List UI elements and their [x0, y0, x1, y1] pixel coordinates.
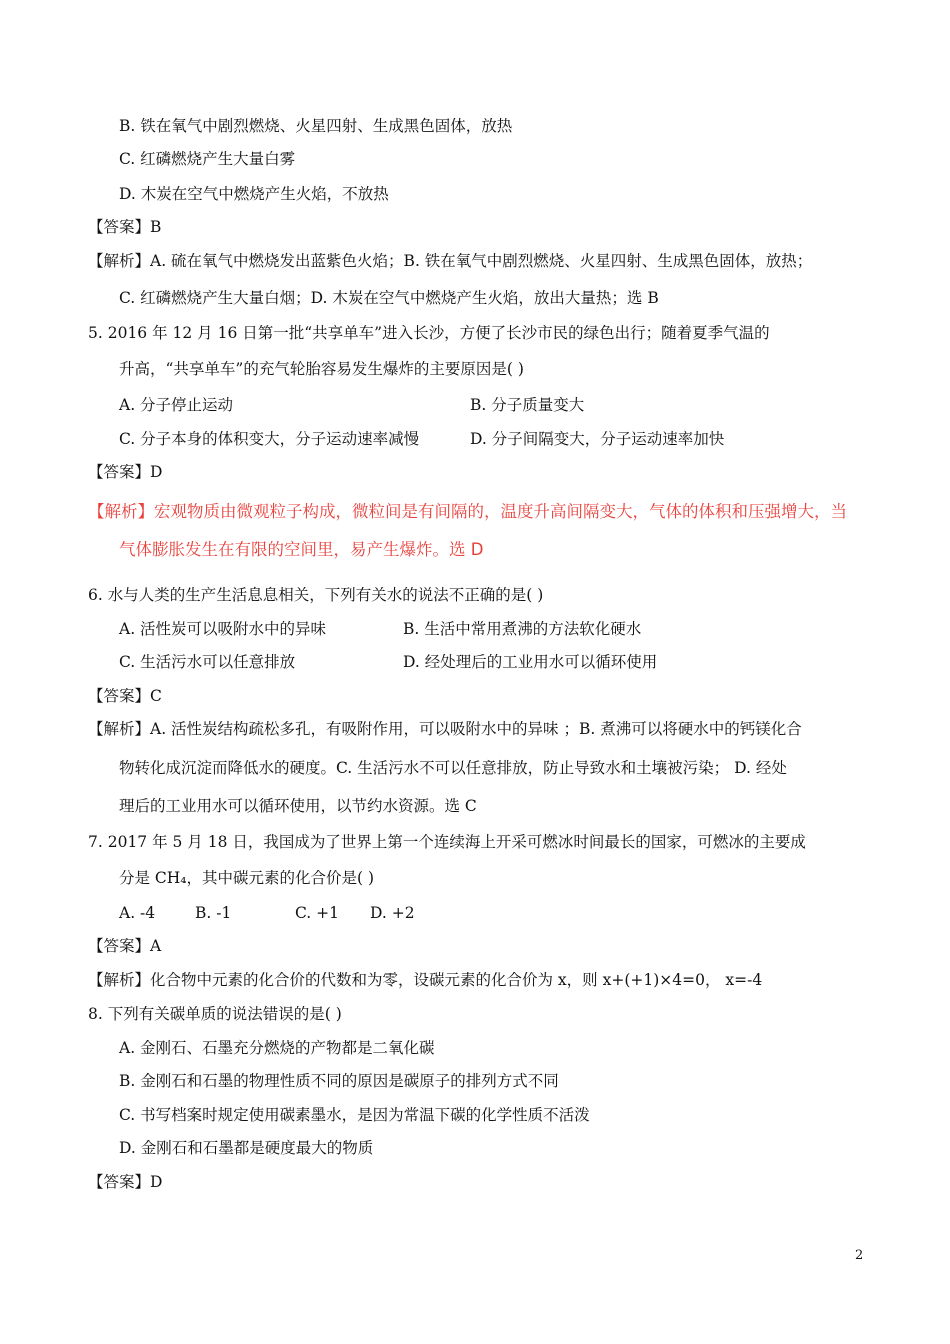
q5-option-d: D. 分子间隔变大，分子运动速率加快	[470, 430, 725, 448]
analysis-4-cont: C. 红磷燃烧产生大量白烟；D. 木炭在空气中燃烧产生火焰，放出大量热；选 B	[119, 289, 659, 307]
q5-option-a: A. 分子停止运动	[119, 396, 234, 414]
analysis-4: 【解析】A. 硫在氧气中燃烧发出蓝紫色火焰；B. 铁在氧气中剧烈燃烧、火星四射、生成黑色固体，放热；	[88, 252, 813, 270]
q6-option-c: C. 生活污水可以任意排放	[119, 653, 296, 671]
q7-option-c: C. +1	[295, 904, 340, 922]
q8-option-c: C. 书写档案时规定使用碳素墨水，是因为常温下碳的化学性质不活泼	[119, 1106, 590, 1124]
q6-option-b: B. 生活中常用煮沸的方法软化硬水	[403, 620, 642, 638]
answer-5: 【答案】D	[88, 463, 163, 481]
analysis-6-cont: 物转化成沉淀而降低水的硬度。C. 生活污水不可以任意排放，防止导致水和土壤被污染； D. 经处	[119, 759, 787, 777]
analysis-5: 【解析】宏观物质由微观粒子构成，微粒间是有间隔的，温度升高间隔变大，气体的体积和压强增大，当	[88, 502, 847, 521]
option-d: D. 木炭在空气中燃烧产生火焰，不放热	[119, 185, 389, 203]
q6-option-a: A. 活性炭可以吸附水中的异味	[119, 620, 327, 638]
answer-6: 【答案】C	[88, 687, 162, 705]
question-7-cont: 分是 CH₄，其中碳元素的化合价是( )	[119, 869, 375, 887]
answer-7: 【答案】A	[88, 937, 162, 955]
q6-option-d: D. 经处理后的工业用水可以循环使用	[403, 653, 658, 671]
option-c: C. 红磷燃烧产生大量白雾	[119, 150, 296, 168]
q7-option-d: D. +2	[370, 904, 415, 922]
page-number: 2	[855, 1248, 864, 1263]
q8-option-a: A. 金刚石、石墨充分燃烧的产物都是二氧化碳	[119, 1039, 435, 1057]
answer-4: 【答案】B	[88, 218, 162, 236]
q7-option-b: B. -1	[195, 904, 232, 922]
question-5-cont: 升高，“共享单车”的充气轮胎容易发生爆炸的主要原因是( )	[119, 360, 524, 378]
analysis-7: 【解析】化合物中元素的化合价的代数和为零，设碳元素的化合价为 x，则 x+(+1)×4=0， x=-4	[88, 971, 763, 989]
question-8: 8. 下列有关碳单质的说法错误的是( )	[88, 1005, 342, 1023]
q5-option-c: C. 分子本身的体积变大，分子运动速率减慢	[119, 430, 420, 448]
q8-option-d: D. 金刚石和石墨都是硬度最大的物质	[119, 1139, 374, 1157]
analysis-5-cont: 气体膨胀发生在有限的空间里，易产生爆炸。选 D	[119, 540, 484, 559]
analysis-6: 【解析】A. 活性炭结构疏松多孔，有吸附作用，可以吸附水中的异味 ；B. 煮沸可以将硬水中的钙镁化合	[88, 720, 802, 738]
question-6: 6. 水与人类的生产生活息息相关，下列有关水的说法不正确的是( )	[88, 586, 544, 604]
q7-option-a: A. -4	[119, 904, 156, 922]
option-b: B. 铁在氧气中剧烈燃烧、火星四射、生成黑色固体，放热	[119, 117, 513, 135]
question-7: 7. 2017 年 5 月 18 日，我国成为了世界上第一个连续海上开采可燃冰时间最长的国家，可燃冰的主要成	[88, 833, 806, 851]
q5-option-b: B. 分子质量变大	[470, 396, 585, 414]
question-5: 5. 2016 年 12 月 16 日第一批“共享单车”进入长沙，方便了长沙市民的绿色出行；随着夏季气温的	[88, 324, 770, 342]
answer-8: 【答案】D	[88, 1173, 163, 1191]
q8-option-b: B. 金刚石和石墨的物理性质不同的原因是碳原子的排列方式不同	[119, 1072, 559, 1090]
analysis-6-cont2: 理后的工业用水可以循环使用，以节约水资源。选 C	[119, 797, 477, 815]
